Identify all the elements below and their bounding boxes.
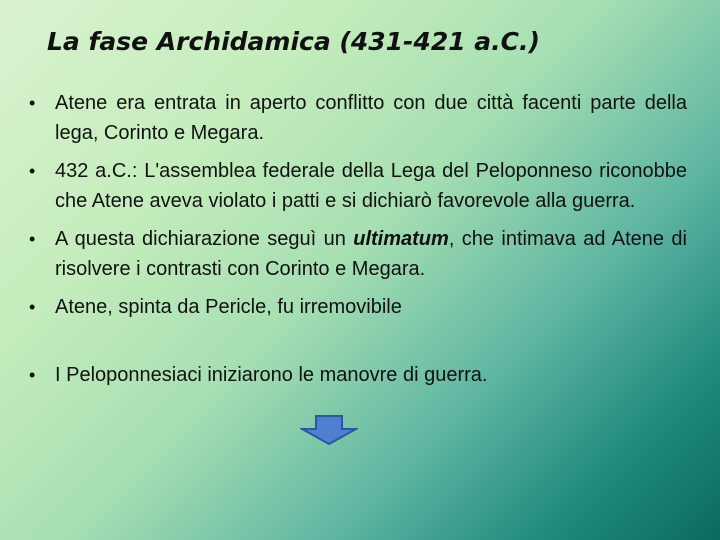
bullet-item xyxy=(29,88,687,148)
bullet-text: Atene era entrata in aperto conflitto con due città facenti parte della lega, Corinto e Megara. xyxy=(55,92,687,144)
bullet-dot: • xyxy=(29,161,36,181)
bullet-dot: • xyxy=(29,93,36,113)
bullet-dot: • xyxy=(29,229,36,249)
bullet-item xyxy=(29,156,687,216)
down-arrow-shape xyxy=(302,416,356,444)
bullet-emphasis: ultimatum xyxy=(353,228,449,250)
bullet-text-before: A questa dichiarazione seguì un xyxy=(55,228,354,250)
bullet-text: I Peloponnesiaci iniziarono le manovre di guerra. xyxy=(55,364,488,386)
bullet-text-after: , che intimava ad Atene di risolvere i contrasti con Corinto e Megara. xyxy=(55,228,687,280)
slide-title: La fase Archidamica (431-421 a.C.) xyxy=(47,27,540,56)
bullet-list xyxy=(29,88,687,398)
bullet-dot: • xyxy=(29,297,36,317)
bullet-item xyxy=(29,224,687,284)
bullet-text: 432 a.C.: L'assemblea federale della Lega del Peloponneso riconobbe che Atene aveva violato i patti e si dichiarò favorevole alla guerra. xyxy=(55,160,687,212)
bullet-text: Atene, spinta da Pericle, fu irremovibile xyxy=(55,296,402,318)
bullet-item xyxy=(29,292,687,322)
bullet-item xyxy=(29,360,687,390)
bullet-dot: • xyxy=(29,365,36,385)
down-arrow-icon[interactable] xyxy=(300,415,358,445)
